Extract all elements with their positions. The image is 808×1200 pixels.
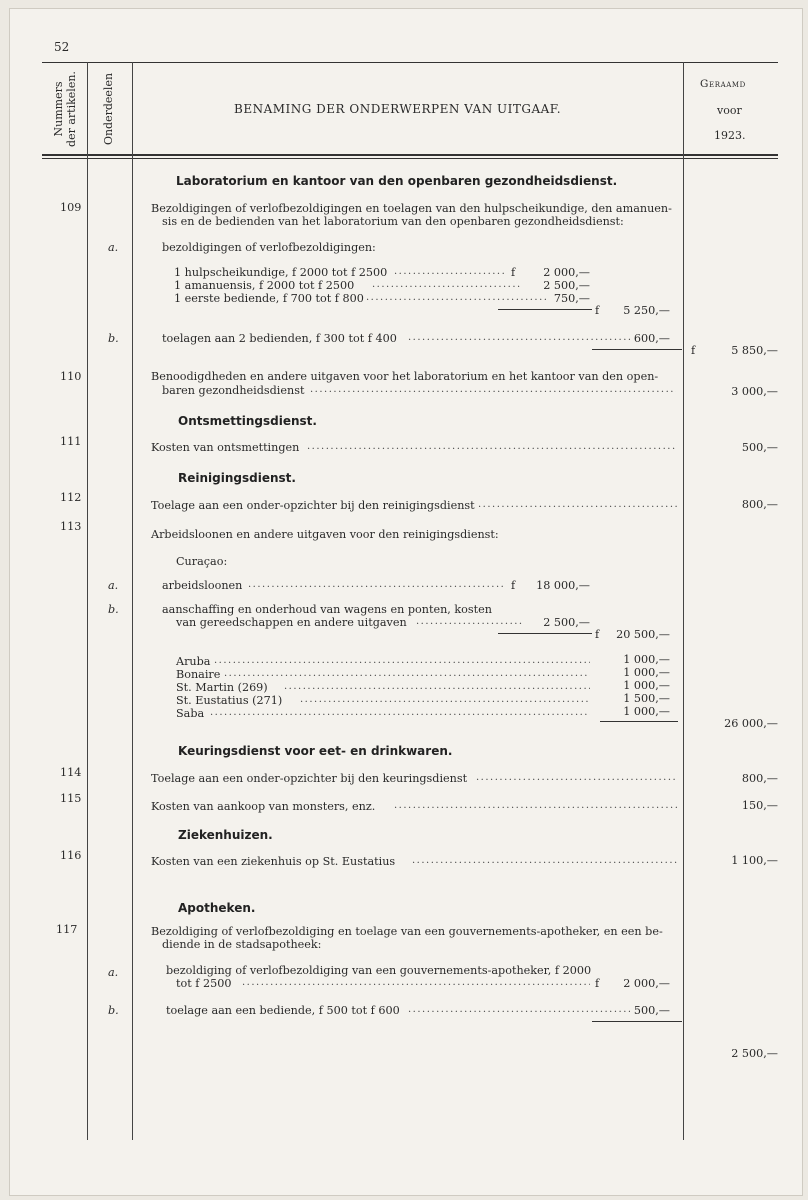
leader-dots: [366, 292, 546, 305]
leader-dots: [408, 1004, 630, 1017]
header-bottom-rule: [42, 154, 778, 156]
leader-dots: [394, 266, 506, 279]
article-114-value: 800,—: [741, 772, 778, 785]
island-aruba: Aruba: [176, 655, 211, 668]
currency-f: f: [595, 304, 600, 317]
leader-dots: [416, 616, 522, 629]
subpart-label-a: a.: [108, 579, 119, 592]
subpart-113b-value: 2 500,—: [543, 616, 590, 629]
subtotal-rule: [498, 309, 592, 310]
leader-dots: [307, 441, 677, 454]
currency-f: f: [691, 344, 696, 357]
article-number-115: 115: [60, 792, 82, 805]
article-117-line2: diende in de stadsapotheek:: [162, 938, 322, 951]
island-st-eustatius-value: 1 500,—: [623, 692, 670, 705]
article-115-value: 150,—: [741, 799, 778, 812]
article-number-116: 116: [60, 849, 82, 862]
leader-dots: [478, 499, 678, 512]
total-rule: [592, 349, 682, 350]
subpart-113a-value: 18 000,—: [536, 579, 590, 592]
leader-dots: [242, 977, 590, 990]
column-divider-3: [683, 62, 684, 1140]
article-112-text: Toelage aan een onder-opzichter bij den reinigingsdienst: [151, 499, 475, 512]
island-aruba-value: 1 000,—: [623, 653, 670, 666]
article-116-text: Kosten van een ziekenhuis op St. Eustatius: [151, 855, 396, 868]
article-number-114: 114: [60, 766, 82, 779]
article-number-117: 117: [56, 923, 78, 936]
article-110-line2: baren gezondheidsdienst: [162, 384, 305, 397]
section-heading-ontsmetting: Ontsmettingsdienst.: [178, 414, 317, 428]
header-bottom-rule-2: [42, 158, 778, 159]
leader-dots: [224, 668, 590, 681]
header-year: 1923.: [714, 129, 746, 142]
leader-dots: [476, 772, 678, 785]
article-number-113: 113: [60, 520, 82, 533]
subpart-109b-text: toelagen aan 2 bedienden, f 300 tot f 400: [162, 332, 397, 345]
item-hulpscheikundige-value: 2 000,—: [543, 266, 590, 279]
item-eerste-bediende-value: 750,—: [553, 292, 590, 305]
article-110-line1: Benoodigdheden en andere uitgaven voor het laboratorium en het kantoor van den open-: [151, 370, 659, 383]
article-114-text: Toelage aan een onder-opzichter bij den keuringsdienst: [151, 772, 468, 785]
subpart-113b-line2: van gereedschappen en andere uitgaven: [176, 616, 407, 629]
subpart-label-a: a.: [108, 966, 119, 979]
column-divider-1: [87, 62, 88, 1140]
island-st-eustatius: St. Eustatius (271): [176, 694, 283, 707]
article-109-total: 5 850,—: [731, 344, 778, 357]
subtotal-109a-value: 5 250,—: [623, 304, 670, 317]
leader-dots: [310, 384, 676, 397]
section-heading-apotheken: Apotheken.: [178, 901, 256, 915]
island-saba-value: 1 000,—: [623, 705, 670, 718]
subtotal-rule: [498, 633, 592, 634]
subpart-117a-line1: bezoldiging of verlofbezoldiging van een gouvernements-apotheker, f 2000: [166, 964, 592, 977]
subtotal-curacao-value: 20 500,—: [616, 628, 670, 641]
article-111-text: Kosten van ontsmettingen: [151, 441, 300, 454]
subpart-label-b: b.: [108, 603, 119, 616]
header-col-parts: Onderdeelen: [102, 72, 115, 146]
article-109-line1: Bezoldigingen of verlofbezoldigingen en toelagen van den hulpscheikundige, den amanuen-: [151, 202, 672, 215]
article-110-value: 3 000,—: [731, 385, 778, 398]
section-heading-reiniging: Reinigingsdienst.: [178, 471, 296, 485]
article-113-text: Arbeidsloonen en andere uitgaven voor den reinigingsdienst:: [151, 528, 499, 541]
subpart-117a-line2: tot f 2500: [176, 977, 232, 990]
subpart-label-b: b.: [108, 332, 119, 345]
article-112-value: 800,—: [741, 498, 778, 511]
island-curacao: Curaçao:: [176, 555, 228, 568]
item-amanuensis: 1 amanuensis, f 2000 tot f 2500: [174, 279, 355, 292]
leader-dots: [214, 655, 590, 668]
total-rule: [592, 1021, 682, 1022]
article-number-109: 109: [60, 201, 82, 214]
section-heading-lab: Laboratorium en kantoor van den openbaren gezondheidsdienst.: [176, 174, 618, 188]
subpart-109b-value: 600,—: [633, 332, 670, 345]
section-heading-keuring: Keuringsdienst voor eet- en drinkwaren.: [178, 744, 453, 758]
leader-dots: [412, 855, 678, 868]
header-voor: voor: [717, 104, 742, 117]
header-geraamd: Geraamd: [700, 78, 746, 90]
article-number-110: 110: [60, 370, 82, 383]
island-bonaire: Bonaire: [176, 668, 221, 681]
subpart-label-b: b.: [108, 1004, 119, 1017]
leader-dots: [408, 332, 630, 345]
header-top-rule: [42, 62, 778, 63]
item-hulpscheikundige: 1 hulpscheikundige, f 2000 tot f 2500: [174, 266, 388, 279]
subpart-117a-value: 2 000,—: [623, 977, 670, 990]
currency-f: f: [511, 579, 516, 592]
header-title: BENAMING DER ONDERWERPEN VAN UITGAAF.: [234, 102, 562, 116]
currency-f: f: [595, 977, 600, 990]
island-st-martin-value: 1 000,—: [623, 679, 670, 692]
leader-dots: [248, 579, 506, 592]
subpart-109a-text: bezoldigingen of verlofbezoldigingen:: [162, 241, 376, 254]
leader-dots: [372, 279, 522, 292]
item-amanuensis-value: 2 500,—: [543, 279, 590, 292]
article-116-value: 1 100,—: [731, 854, 778, 867]
article-111-value: 500,—: [741, 441, 778, 454]
island-saba: Saba: [176, 707, 205, 720]
currency-f: f: [595, 628, 600, 641]
document-page: [9, 8, 803, 1196]
item-eerste-bediende: 1 eerste bediende, f 700 tot f 800: [174, 292, 364, 305]
leader-dots: [210, 707, 590, 720]
page-number: 52: [54, 40, 70, 54]
subpart-117b-value: 500,—: [633, 1004, 670, 1017]
subpart-117b-text: toelage aan een bediende, f 500 tot f 600: [166, 1004, 400, 1017]
header-col-articles: Nummers der artikelen.: [52, 71, 78, 147]
article-117-total: 2 500,—: [731, 1047, 778, 1060]
subpart-113b-line1: aanschaffing en onderhoud van wagens en ponten, kosten: [162, 603, 492, 616]
article-109-line2: sis en de bedienden van het laboratorium van den openbaren gezondheidsdienst:: [162, 215, 624, 228]
section-heading-ziekenhuizen: Ziekenhuizen.: [178, 828, 273, 842]
island-st-martin: St. Martin (269): [176, 681, 268, 694]
subpart-label-a: a.: [108, 241, 119, 254]
article-117-line1: Bezoldiging of verlofbezoldiging en toelage van een gouvernements-apotheker, en een be-: [151, 925, 663, 938]
article-115-text: Kosten van aankoop van monsters, enz.: [151, 800, 376, 813]
leader-dots: [300, 694, 590, 707]
currency-f: f: [511, 266, 516, 279]
total-rule: [600, 721, 678, 722]
article-number-112: 112: [60, 491, 82, 504]
column-divider-2: [132, 62, 133, 1140]
article-number-111: 111: [60, 435, 82, 448]
leader-dots: [394, 800, 678, 813]
leader-dots: [284, 681, 590, 694]
island-bonaire-value: 1 000,—: [623, 666, 670, 679]
article-113-total: 26 000,—: [724, 717, 778, 730]
subpart-113a-text: arbeidsloonen: [162, 579, 243, 592]
